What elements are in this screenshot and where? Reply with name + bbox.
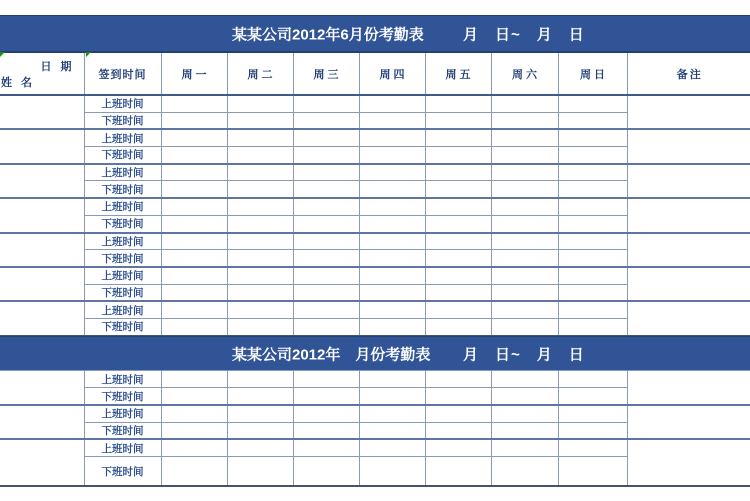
employee-name-cell[interactable] [0, 301, 84, 335]
employee-row [0, 301, 750, 318]
shift-end-label: 下班时间 [84, 388, 161, 405]
time-entry-cell[interactable] [161, 129, 227, 146]
time-entry-cell[interactable] [359, 233, 425, 250]
time-entry-cell[interactable] [161, 147, 227, 164]
time-entry-cell[interactable] [227, 215, 293, 232]
date-range-june: 月 日~ 月 日 [463, 26, 585, 43]
time-entry-cell[interactable] [227, 250, 293, 267]
employee-name-cell[interactable] [0, 164, 84, 198]
time-entry-cell[interactable] [293, 198, 359, 215]
time-entry-cell[interactable] [491, 371, 558, 388]
time-entry-cell[interactable] [227, 129, 293, 146]
time-entry-cell[interactable] [161, 181, 227, 198]
day-header-7: 周日 [558, 52, 627, 95]
time-entry-cell[interactable] [558, 233, 627, 250]
employee-name-cell[interactable] [0, 267, 84, 301]
time-entry-cell[interactable] [425, 181, 491, 198]
shift-start-label: 上班时间 [84, 371, 161, 388]
time-entry-cell[interactable] [425, 318, 491, 335]
time-entry-cell[interactable] [293, 147, 359, 164]
time-entry-cell[interactable] [558, 112, 627, 129]
remark-cell[interactable] [627, 233, 750, 267]
time-entry-cell[interactable] [227, 164, 293, 181]
employee-row [0, 233, 750, 250]
time-entry-cell[interactable] [161, 301, 227, 318]
employee-name-cell[interactable] [0, 129, 84, 163]
attendance-table-blank-month [0, 370, 750, 487]
employee-row [0, 164, 750, 181]
remark-header: 备注 [627, 52, 750, 95]
time-entry-cell[interactable] [359, 112, 425, 129]
shift-start-label: 上班时间 [84, 95, 161, 112]
time-entry-cell[interactable] [293, 405, 359, 422]
time-entry-cell[interactable] [227, 198, 293, 215]
time-entry-cell[interactable] [491, 267, 558, 284]
employee-row [0, 129, 750, 146]
time-entry-cell[interactable] [293, 456, 359, 486]
time-entry-cell[interactable] [227, 422, 293, 439]
time-entry-cell[interactable] [558, 198, 627, 215]
time-entry-cell[interactable] [558, 301, 627, 318]
time-entry-cell[interactable] [293, 301, 359, 318]
time-entry-cell[interactable] [293, 181, 359, 198]
shift-end-label: 下班时间 [84, 112, 161, 129]
time-entry-cell[interactable] [161, 95, 227, 112]
sheet-title-june: 某某公司2012年6月份考勤表 [232, 26, 424, 43]
time-entry-cell[interactable] [293, 284, 359, 301]
time-entry-cell[interactable] [359, 198, 425, 215]
remark-cell[interactable] [627, 95, 750, 129]
time-entry-cell[interactable] [359, 267, 425, 284]
shift-end-label: 下班时间 [84, 318, 161, 335]
attendance-table-june [0, 51, 750, 337]
time-entry-cell[interactable] [425, 284, 491, 301]
shift-end-label: 下班时间 [84, 215, 161, 232]
day-header-4: 周四 [359, 52, 425, 95]
time-entry-cell[interactable] [491, 215, 558, 232]
time-entry-cell[interactable] [359, 388, 425, 405]
time-entry-cell[interactable] [293, 95, 359, 112]
employee-row [0, 439, 750, 456]
time-entry-cell[interactable] [227, 267, 293, 284]
time-entry-cell[interactable] [359, 215, 425, 232]
employee-name-cell[interactable] [0, 405, 84, 439]
time-entry-cell[interactable] [558, 164, 627, 181]
time-entry-cell[interactable] [161, 284, 227, 301]
time-entry-cell[interactable] [491, 164, 558, 181]
time-entry-cell[interactable] [161, 164, 227, 181]
time-entry-cell[interactable] [425, 215, 491, 232]
shift-end-label: 下班时间 [84, 181, 161, 198]
time-entry-cell[interactable] [491, 250, 558, 267]
day-header-3: 周三 [293, 52, 359, 95]
time-entry-cell[interactable] [359, 164, 425, 181]
time-entry-cell[interactable] [558, 388, 627, 405]
time-entry-cell[interactable] [558, 129, 627, 146]
remark-cell[interactable] [627, 164, 750, 198]
time-entry-cell[interactable] [491, 198, 558, 215]
shift-start-label: 上班时间 [84, 439, 161, 456]
remark-cell[interactable] [627, 371, 750, 405]
shift-start-label: 上班时间 [84, 129, 161, 146]
time-entry-cell[interactable] [293, 215, 359, 232]
day-header-5: 周五 [425, 52, 491, 95]
time-entry-cell[interactable] [359, 181, 425, 198]
time-entry-cell[interactable] [491, 112, 558, 129]
shift-start-label: 上班时间 [84, 233, 161, 250]
employee-name-cell[interactable] [0, 371, 84, 405]
error-indicator-triangle [86, 52, 91, 57]
time-entry-cell[interactable] [359, 371, 425, 388]
time-entry-cell[interactable] [558, 250, 627, 267]
day-header-6: 周六 [491, 52, 558, 95]
time-entry-cell[interactable] [359, 439, 425, 456]
remark-cell[interactable] [627, 301, 750, 335]
time-entry-cell[interactable] [491, 129, 558, 146]
day-header-1: 周一 [161, 52, 227, 95]
time-entry-cell[interactable] [293, 250, 359, 267]
time-entry-cell[interactable] [161, 422, 227, 439]
time-entry-cell[interactable] [227, 388, 293, 405]
time-entry-cell[interactable] [558, 147, 627, 164]
sheet-title-blank-month: 某某公司2012年 月份考勤表 [232, 346, 431, 363]
time-entry-cell[interactable] [558, 267, 627, 284]
time-entry-cell[interactable] [425, 267, 491, 284]
time-entry-cell[interactable] [227, 112, 293, 129]
time-entry-cell[interactable] [425, 371, 491, 388]
time-entry-cell[interactable] [491, 405, 558, 422]
time-entry-cell[interactable] [425, 129, 491, 146]
employee-row [0, 95, 750, 112]
employee-name-cell[interactable] [0, 95, 84, 129]
time-entry-cell[interactable] [293, 388, 359, 405]
shift-end-label: 下班时间 [84, 422, 161, 439]
corner-header-cell [0, 52, 84, 95]
time-entry-cell[interactable] [558, 215, 627, 232]
time-entry-cell[interactable] [359, 422, 425, 439]
time-entry-cell[interactable] [227, 284, 293, 301]
remark-cell[interactable] [627, 267, 750, 301]
time-entry-cell[interactable] [227, 439, 293, 456]
employee-row [0, 371, 750, 388]
time-entry-cell[interactable] [491, 439, 558, 456]
column-header-row [0, 52, 750, 95]
name-corner-label: 姓 名 [1, 77, 36, 89]
time-entry-cell[interactable] [359, 456, 425, 486]
title-bar-blank-month [0, 336, 750, 370]
time-entry-cell[interactable] [558, 422, 627, 439]
shift-end-label: 下班时间 [84, 147, 161, 164]
time-entry-cell[interactable] [161, 388, 227, 405]
shift-start-label: 上班时间 [84, 405, 161, 422]
time-entry-cell[interactable] [227, 181, 293, 198]
time-entry-cell[interactable] [491, 284, 558, 301]
time-entry-cell[interactable] [227, 318, 293, 335]
time-entry-cell[interactable] [359, 284, 425, 301]
time-entry-cell[interactable] [491, 422, 558, 439]
signin-time-header: 签到时间 [84, 52, 161, 95]
date-corner-label: 日 期 [40, 61, 75, 73]
time-entry-cell[interactable] [161, 112, 227, 129]
employee-name-cell[interactable] [0, 233, 84, 267]
time-entry-cell[interactable] [161, 198, 227, 215]
time-entry-cell[interactable] [227, 371, 293, 388]
time-entry-cell[interactable] [161, 439, 227, 456]
time-entry-cell[interactable] [359, 250, 425, 267]
time-entry-cell[interactable] [359, 95, 425, 112]
time-entry-cell[interactable] [227, 95, 293, 112]
time-entry-cell[interactable] [425, 388, 491, 405]
time-entry-cell[interactable] [359, 147, 425, 164]
time-entry-cell[interactable] [491, 388, 558, 405]
time-entry-cell[interactable] [425, 233, 491, 250]
time-entry-cell[interactable] [425, 422, 491, 439]
shift-start-label: 上班时间 [84, 301, 161, 318]
shift-start-label: 上班时间 [84, 164, 161, 181]
time-entry-cell[interactable] [293, 422, 359, 439]
remark-cell[interactable] [627, 129, 750, 163]
time-entry-cell[interactable] [425, 456, 491, 486]
time-entry-cell[interactable] [558, 181, 627, 198]
time-entry-cell[interactable] [491, 233, 558, 250]
time-entry-cell[interactable] [558, 456, 627, 486]
time-entry-cell[interactable] [558, 405, 627, 422]
time-entry-cell[interactable] [558, 95, 627, 112]
employee-row [0, 198, 750, 215]
time-entry-cell[interactable] [227, 233, 293, 250]
remark-cell[interactable] [627, 439, 750, 486]
shift-end-label: 下班时间 [84, 456, 161, 486]
date-range-blank-month: 月 日~ 月 日 [463, 346, 585, 363]
error-indicator-triangle [0, 52, 5, 57]
time-entry-cell[interactable] [161, 318, 227, 335]
time-entry-cell[interactable] [425, 405, 491, 422]
time-entry-cell[interactable] [161, 233, 227, 250]
time-entry-cell[interactable] [161, 456, 227, 486]
time-entry-cell[interactable] [491, 301, 558, 318]
title-bar-june [0, 15, 750, 51]
shift-start-label: 上班时间 [84, 267, 161, 284]
time-entry-cell[interactable] [425, 250, 491, 267]
day-header-2: 周二 [227, 52, 293, 95]
time-entry-cell[interactable] [161, 371, 227, 388]
time-entry-cell[interactable] [227, 301, 293, 318]
time-entry-cell[interactable] [491, 456, 558, 486]
time-entry-cell[interactable] [491, 318, 558, 335]
time-entry-cell[interactable] [293, 267, 359, 284]
time-entry-cell[interactable] [293, 164, 359, 181]
time-entry-cell[interactable] [491, 95, 558, 112]
time-entry-cell[interactable] [359, 301, 425, 318]
time-entry-cell[interactable] [293, 112, 359, 129]
time-entry-cell[interactable] [558, 318, 627, 335]
time-entry-cell[interactable] [558, 439, 627, 456]
time-entry-cell[interactable] [161, 267, 227, 284]
employee-row [0, 405, 750, 422]
time-entry-cell[interactable] [491, 181, 558, 198]
time-entry-cell[interactable] [227, 147, 293, 164]
time-entry-cell[interactable] [293, 371, 359, 388]
employee-name-cell[interactable] [0, 198, 84, 232]
remark-cell[interactable] [627, 198, 750, 232]
time-entry-cell[interactable] [425, 198, 491, 215]
shift-start-label: 上班时间 [84, 198, 161, 215]
shift-end-label: 下班时间 [84, 250, 161, 267]
time-entry-cell[interactable] [558, 371, 627, 388]
time-entry-cell[interactable] [359, 129, 425, 146]
time-entry-cell[interactable] [293, 318, 359, 335]
time-entry-cell[interactable] [425, 112, 491, 129]
shift-end-label: 下班时间 [84, 284, 161, 301]
time-entry-cell[interactable] [359, 405, 425, 422]
time-entry-cell[interactable] [425, 439, 491, 456]
time-entry-cell[interactable] [425, 147, 491, 164]
time-entry-cell[interactable] [293, 129, 359, 146]
time-entry-cell[interactable] [425, 164, 491, 181]
time-entry-cell[interactable] [161, 405, 227, 422]
time-entry-cell[interactable] [161, 250, 227, 267]
time-entry-cell[interactable] [293, 439, 359, 456]
time-entry-cell[interactable] [227, 405, 293, 422]
time-entry-cell[interactable] [425, 95, 491, 112]
time-entry-cell[interactable] [227, 456, 293, 486]
employee-row [0, 267, 750, 284]
time-entry-cell[interactable] [359, 318, 425, 335]
remark-cell[interactable] [627, 405, 750, 439]
time-entry-cell[interactable] [161, 215, 227, 232]
time-entry-cell[interactable] [558, 284, 627, 301]
time-entry-cell[interactable] [293, 233, 359, 250]
time-entry-cell[interactable] [491, 147, 558, 164]
employee-name-cell[interactable] [0, 439, 84, 486]
time-entry-cell[interactable] [425, 301, 491, 318]
